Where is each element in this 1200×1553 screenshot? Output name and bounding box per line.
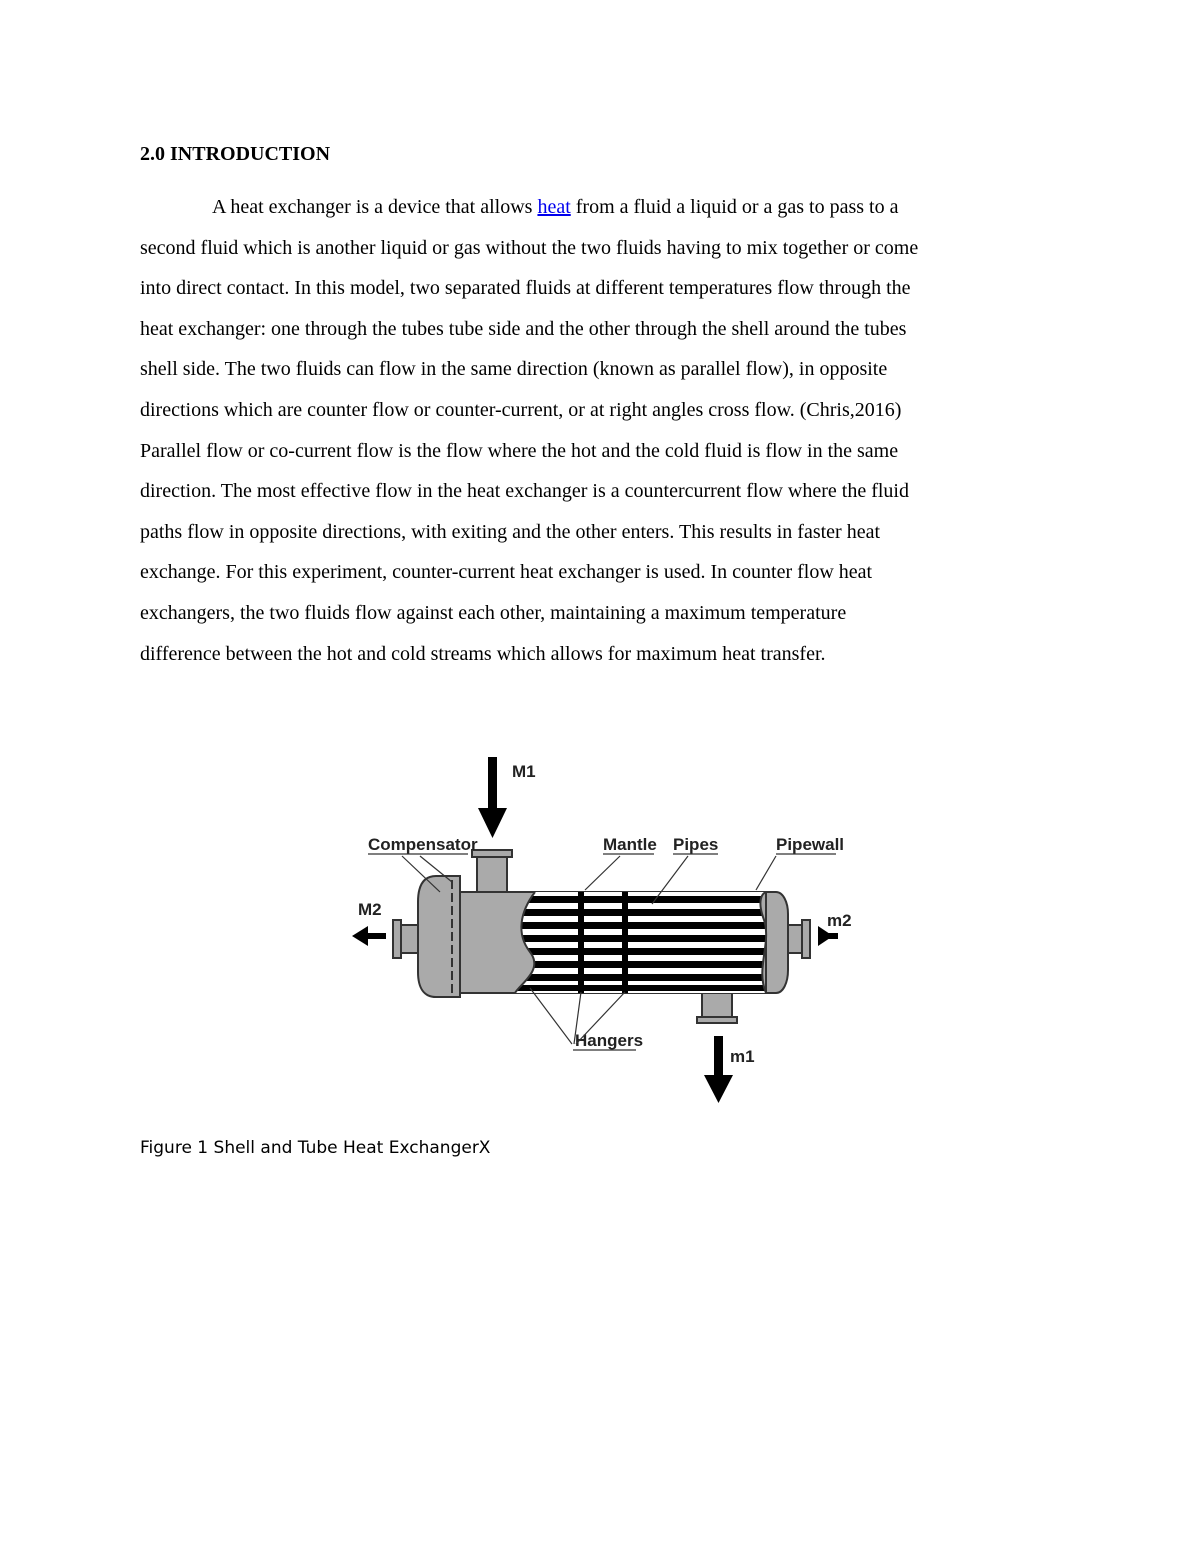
m2-outlet-arrow-icon [352,926,386,946]
figure-caption: Figure 1 Shell and Tube Heat ExchangerX [140,1138,491,1158]
m1-inlet-arrow-icon [478,757,507,838]
hangers-label: Hangers [575,1031,644,1050]
paragraph-text: A heat exchanger is a device that allows [212,196,538,218]
hangers-leader [530,988,572,1044]
left-head [418,876,460,997]
paragraph-line: into direct contact. In this model, two separated fluids at different temperatures flow through the [140,277,911,300]
m1-outlet-arrow-icon [704,1036,733,1103]
paragraph-line: paths flow in opposite directions, with exiting and the other enters. This results in faster heat [140,520,881,543]
m2-inlet-label: m2 [827,911,852,930]
mantle-label: Mantle [603,835,657,854]
section-heading: 2.0 INTRODUCTION [140,143,331,165]
mantle-leader [585,856,620,890]
m2-outlet-label: M2 [358,900,382,919]
pipewall-label: Pipewall [776,835,845,854]
right-head [766,892,788,993]
paragraph-line: exchange. For this experiment, counter-current heat exchanger is used. In counter flow heat [140,561,873,584]
paragraph-line: exchangers, the two fluids flow against each other, maintaining a maximum temperature [140,601,847,624]
cutaway-section [510,892,772,993]
top-nozzle [472,850,512,893]
heat-link[interactable]: heat [537,196,571,218]
heat-exchanger-figure [340,752,860,1108]
compensator-label: Compensator [368,835,478,854]
pipes-label: Pipes [673,835,719,854]
pipewall-leader [756,856,776,890]
paragraph-line: directions which are counter flow or counter-current, or at right angles cross flow. (Chris,2016) [140,398,902,421]
m1-outlet-label: m1 [730,1047,755,1066]
paragraph-line: Parallel flow or co-current flow is the flow where the hot and the cold fluid is flow in the same [140,439,899,462]
paragraph-line [140,187,1080,228]
paragraph-line: shell side. The two fluids can flow in the same direction (known as parallel flow), in opposite [140,358,888,381]
paragraph-line: direction. The most effective flow in the heat exchanger is a countercurrent flow where the fluid [140,480,909,503]
paragraph-line: difference between the hot and cold streams which allows for maximum heat transfer. [140,642,826,665]
paragraph-line: second fluid which is another liquid or gas without the two fluids having to mix together or come [140,236,919,259]
heat-exchanger-diagram [340,752,860,1108]
introduction-paragraph [140,187,1080,674]
left-nozzle [393,920,418,958]
m1-inlet-label: M1 [512,762,536,781]
paragraph-text: from a fluid a liquid or a gas to pass to a [570,196,899,218]
bottom-nozzle [697,991,737,1023]
right-nozzle [787,920,810,958]
paragraph-line: heat exchanger: one through the tubes tube side and the other through the shell around the tubes [140,317,907,340]
